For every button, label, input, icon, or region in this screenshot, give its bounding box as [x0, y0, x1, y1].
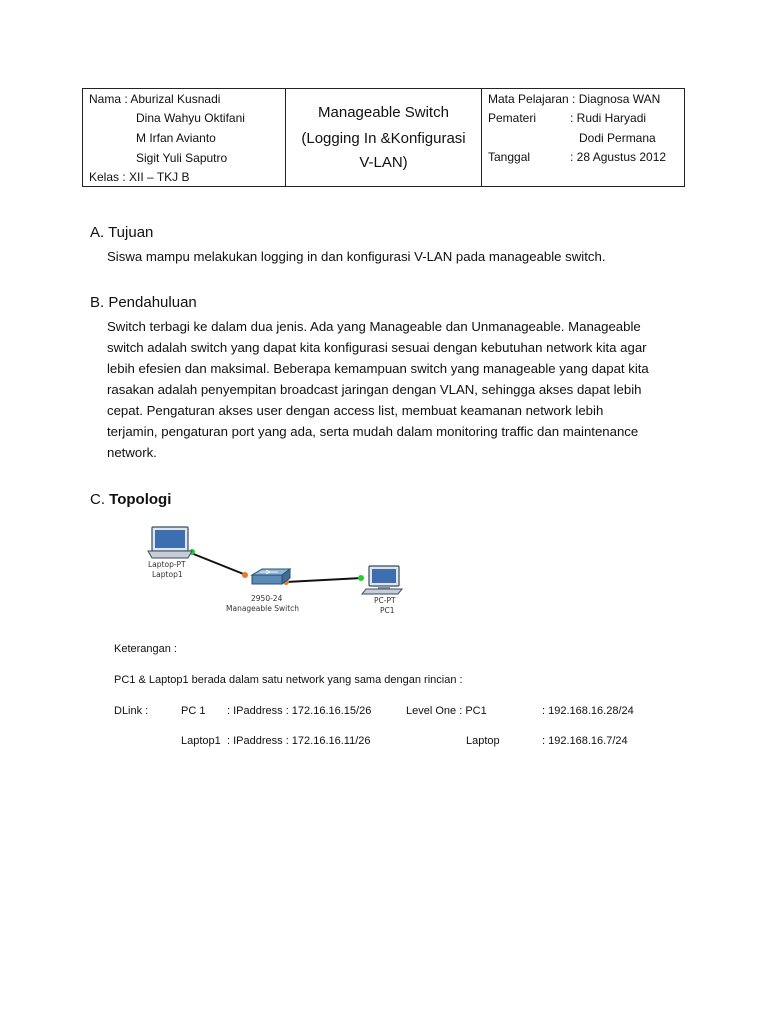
level-one-label: Level One : PC1 [406, 705, 487, 717]
paragraph-line: switch adalah switch yang dapat kita konfigurasi sesuai dengan kebutuhan network kita agar [107, 340, 647, 355]
paragraph-line: terjamin, pengaturan port yang ada, serta mudah dalam monitoring traffic dan maintenance [107, 424, 639, 439]
link-light-green [358, 575, 364, 581]
laptop-type-label: Laptop-PT [148, 560, 186, 569]
section-b-heading: B. Pendahuluan [90, 294, 197, 311]
device-ip: : IPaddress : 172.16.16.15/26 [227, 705, 372, 717]
section-c-letter: C. [90, 491, 105, 508]
header-table [82, 88, 685, 187]
switch-name-label: Manageable Switch [226, 604, 300, 613]
section-c-title: Topologi [109, 491, 172, 508]
subject-cell [482, 89, 684, 186]
switch-model-label: 2950-24 [251, 594, 283, 603]
topology-diagram [140, 520, 420, 625]
link-laptop-switch [191, 553, 246, 575]
mata-pelajaran: Mata Pelajaran : Diagnosa WAN [488, 92, 661, 106]
switch-icon [252, 569, 290, 584]
laptop-name-label: Laptop1 [152, 570, 183, 579]
doc-title-line: V-LAN) [359, 154, 408, 171]
kelas-label: Kelas : XII – TKJ B [89, 170, 190, 184]
link-switch-pc [286, 578, 362, 582]
member-name: Sigit Yuli Saputro [136, 151, 228, 165]
section-a-heading: A. Tujuan [90, 224, 154, 241]
device-name: Laptop1 [181, 735, 221, 747]
link-light-orange [242, 572, 248, 578]
paragraph-line: rasakan adalah penyempitan broadcast jaringan dengan VLAN, sehingga akses dapat lebih [107, 382, 642, 397]
pemateri-label: Pemateri [488, 111, 537, 125]
pc-name-label: PC1 [380, 606, 395, 615]
title-cell [286, 89, 482, 186]
keterangan-desc: PC1 & Laptop1 berada dalam satu network yang sama dengan rincian : [114, 674, 463, 686]
paragraph-line: Switch terbagi ke dalam dua jenis. Ada yang Manageable dan Unmanageable. Manageable [107, 319, 641, 334]
tanggal-label: Tanggal [488, 150, 531, 164]
section-c-heading [90, 491, 171, 508]
laptop-icon [148, 527, 192, 558]
level-one-ip: : 192.168.16.7/24 [542, 735, 628, 747]
doc-title-line: (Logging In &Konfigurasi [301, 130, 466, 147]
level-one-ip: : 192.168.16.28/24 [542, 705, 634, 717]
section-a-text [107, 246, 687, 267]
pc-type-label: PC-PT [374, 596, 396, 605]
level-one-label: Laptop [466, 735, 500, 747]
device-ip: : IPaddress : 172.16.16.11/26 [227, 735, 371, 747]
paragraph-line: lebih efesien dan maksimal. Beberapa kemampuan switch yang manageable yang dapat kita [107, 361, 649, 376]
device-name: PC 1 [181, 705, 206, 717]
member-name: Dina Wahyu Oktifani [136, 111, 245, 125]
paragraph-line: Siswa mampu melakukan logging in dan konfigurasi V-LAN pada manageable switch. [107, 249, 606, 264]
paragraph-line: network. [107, 445, 157, 460]
pemateri-value: Dodi Permana [579, 131, 656, 145]
tanggal-value: : 28 Agustus 2012 [570, 150, 667, 164]
dlink-label: DLink : [114, 705, 149, 717]
member-name: M Irfan Avianto [136, 131, 216, 145]
section-b-paragraph [107, 316, 687, 463]
pc-icon [362, 566, 402, 594]
keterangan-title: Keterangan : [114, 643, 177, 655]
identity-cell [83, 89, 286, 186]
nama-label: Nama : Aburizal Kusnadi [89, 92, 221, 106]
pemateri-value: : Rudi Haryadi [570, 111, 647, 125]
doc-title-line: Manageable Switch [318, 104, 449, 121]
paragraph-line: cepat. Pengaturan akses user dengan access list, membuat keamanan network lebih [107, 403, 604, 418]
